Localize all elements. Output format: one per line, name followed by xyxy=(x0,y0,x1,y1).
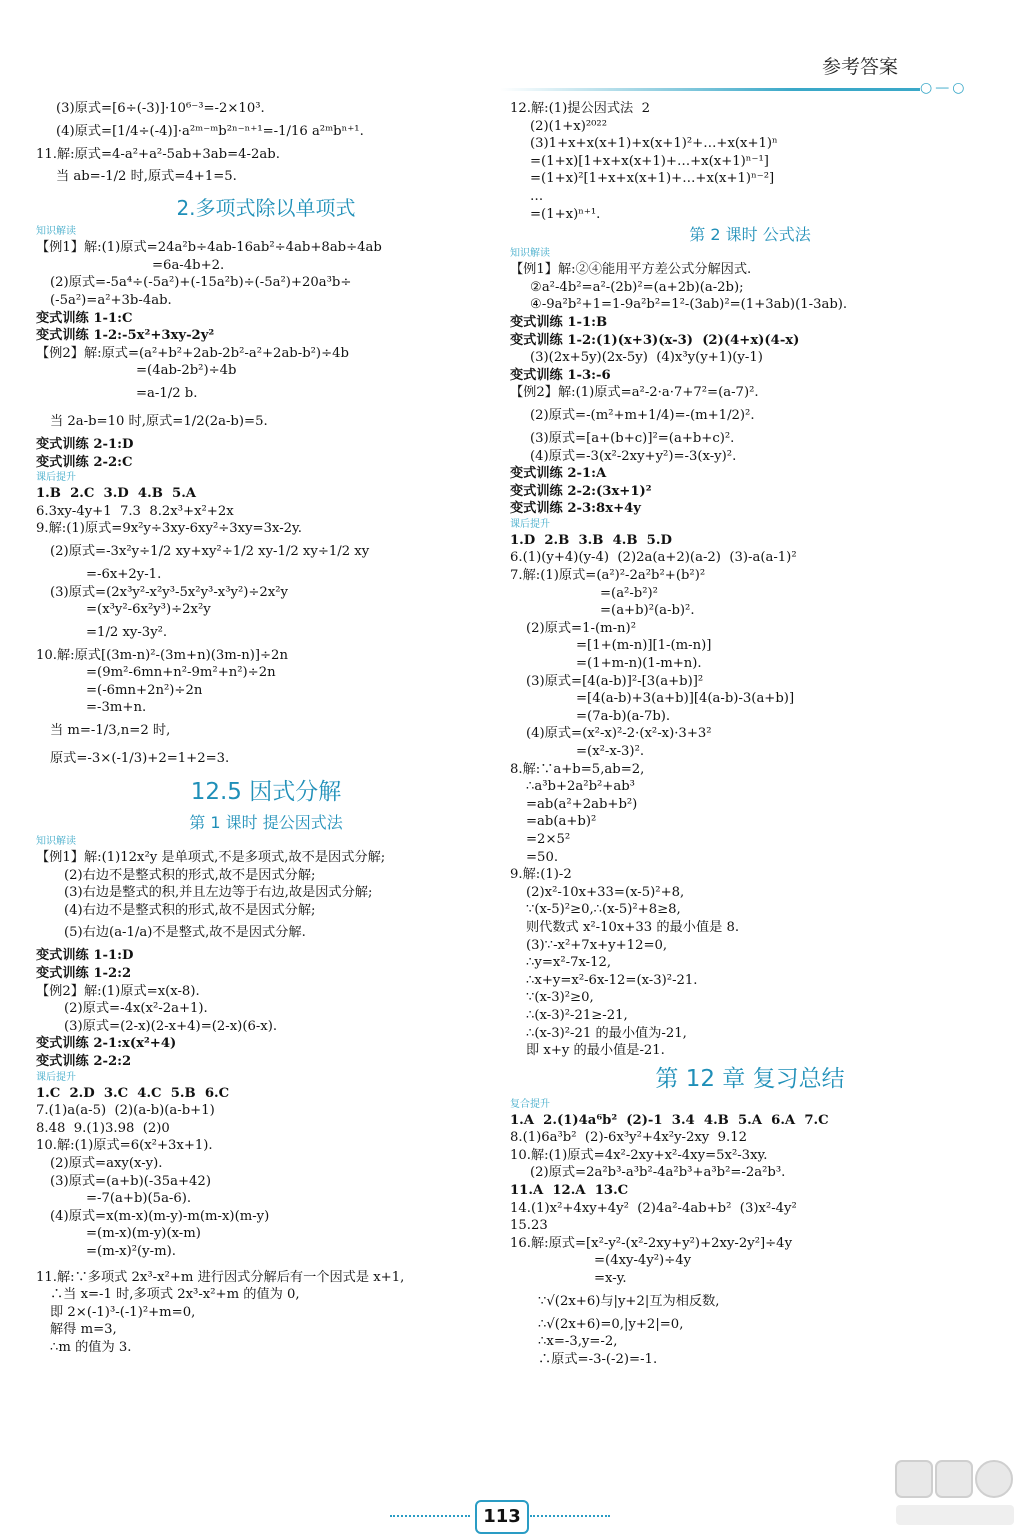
answer-line: 11.解:原式=4-a²+a²-5ab+3ab=4-2ab. xyxy=(36,146,280,162)
answer-line: =x-y. xyxy=(594,1271,627,1287)
answer-line: =(1+x)[1+x+x(x+1)+…+x(x+1)ⁿ⁻¹] xyxy=(530,153,769,169)
answer-line: 解得 m=3, xyxy=(50,1322,117,1338)
answer-line: ∵√(2x+6)与|y+2|互为相反数, xyxy=(538,1293,720,1309)
answer-line: =(a²-b²)² xyxy=(600,585,658,601)
answer-line: 变式训练 2-2:2 xyxy=(36,1054,132,1069)
header-ornament: ○—○ xyxy=(920,80,968,96)
left-column xyxy=(36,100,496,1357)
answer-line: (2)原式=2a²b³-a³b²-4a²b³+a³b²=-2a²b³. xyxy=(530,1165,786,1181)
section-tag: 知识解读 xyxy=(510,248,550,260)
answer-line: 变式训练 1-3:-6 xyxy=(510,367,611,383)
answer-line: (2)原式=-(m²+m+1/4)=-(m+1/2)². xyxy=(530,407,755,423)
answer-line: =a-1/2 b. xyxy=(136,385,198,401)
answer-line: 8.48 9.(1)3.98 (2)0 xyxy=(36,1120,170,1136)
answer-line: (2)原式=-5a⁴÷(-5a²)+(-15a²b)÷(-5a²)+20a³b÷ xyxy=(50,275,352,291)
answer-line: =(x³y²-6x²y³)÷2x²y xyxy=(86,602,211,618)
answer-line: ∴x=-3,y=-2, xyxy=(538,1334,618,1350)
answer-line: ∴(x-3)²-21 的最小值为-21, xyxy=(526,1025,687,1041)
lesson-title: 第 1 课时 提公因式法 xyxy=(189,813,343,833)
answer-line: ∴m 的值为 3. xyxy=(50,1339,132,1355)
answer-line: =(m-x)(m-y)(x-m) xyxy=(86,1226,201,1242)
answer-line: =(a+b)²(a-b)². xyxy=(600,603,695,619)
answer-line: =-7(a+b)(5a-6). xyxy=(86,1191,192,1207)
answer-line: 12.解:(1)提公因式法 2 xyxy=(510,101,650,116)
answer-line: =[1+(m-n)][1-(m-n)] xyxy=(576,638,712,654)
answer-line: (3)原式=(2-x)(2-x+4)=(2-x)(6-x). xyxy=(64,1018,278,1034)
header-divider xyxy=(500,88,920,91)
answer-line: 变式训练 2-1:A xyxy=(510,466,607,482)
answer-line: 8.解:∵a+b=5,ab=2, xyxy=(510,761,645,777)
answer-line: ∴原式=-3-(-2)=-1. xyxy=(538,1351,658,1367)
answer-line: =ab(a²+2ab+b²) xyxy=(526,796,638,812)
answer-line: ∴√(2x+6)=0,|y+2|=0, xyxy=(538,1316,684,1332)
answer-line: ∴当 x=-1 时,多项式 2x³-x²+m 的值为 0, xyxy=(50,1287,300,1303)
answer-line: 变式训练 2-3:8x+4y xyxy=(510,501,641,517)
answer-line: (3)原式=(2x³y²-x²y³-5x²y³-x³y²)÷2x²y xyxy=(50,584,288,600)
answer-line: 【例1】解:(1)原式=24a²b÷4ab-16ab²÷4ab+8ab÷4ab xyxy=(36,240,382,256)
answer-line: 1.A 2.(1)4a⁶b² (2)-1 3.4 4.B 5.A 6.A 7.C xyxy=(510,1112,829,1128)
answer-line: =50. xyxy=(526,849,559,865)
chapter-title: 12.5 因式分解 xyxy=(190,779,342,806)
answer-line: ∵(x-5)²≥0,∴(x-5)²+8≥8, xyxy=(526,902,681,918)
answer-line: (2)x²-10x+33=(x-5)²+8, xyxy=(526,884,685,900)
answer-line: 1.C 2.D 3.C 4.C 5.B 6.C xyxy=(36,1085,230,1101)
answer-line: 6.3xy-4y+1 7.3 8.2x³+x²+2x xyxy=(36,503,234,519)
answer-line: (3)右边是整式的积,并且左边等于右边,故是因式分解; xyxy=(64,885,373,901)
answer-line: (4)原式=x(m-x)(m-y)-m(m-x)(m-y) xyxy=(50,1208,270,1224)
answer-line: ∵(x-3)²≥0, xyxy=(526,990,594,1006)
answer-line: 10.解:(1)原式=6(x²+3x+1). xyxy=(36,1138,213,1154)
answer-line: 变式训练 2-2:(3x+1)² xyxy=(510,483,652,499)
answer-line: =1/2 xy-3y². xyxy=(86,624,168,640)
answer-line: =(4xy-4y²)÷4y xyxy=(594,1253,692,1269)
answer-line: (2)(1+x)²⁰²² xyxy=(530,118,607,134)
answer-line: 变式训练 1-1:D xyxy=(36,948,134,964)
answer-line: (4)原式=[1/4÷(-4)]·a²ᵐ⁻ᵐb²ⁿ⁻ⁿ⁺¹=-1/16 a²ᵐbⁿ⁺¹. xyxy=(56,123,364,139)
answer-line: ∴(x-3)²-21≥-21, xyxy=(526,1007,628,1023)
answer-line: =[4(a-b)+3(a+b)][4(a-b)-3(a+b)] xyxy=(576,691,795,707)
answer-line: (2)原式=-3x²y÷1/2 xy+xy²÷1/2 xy-1/2 xy÷1/2 xy xyxy=(50,543,370,559)
answer-line: 11.A 12.A 13.C xyxy=(510,1183,629,1199)
section-tag: 课后提升 xyxy=(36,472,76,484)
answer-line: 14.(1)x²+4xy+4y² (2)4a²-4ab+b² (3)x²-4y² xyxy=(510,1200,797,1216)
page-number: 113 xyxy=(475,1500,529,1534)
answer-line: (4)原式=(x²-x)²-2·(x²-x)·3+3² xyxy=(526,726,712,742)
answer-line: (2)原式=-4x(x²-2a+1). xyxy=(64,1001,208,1017)
answer-line: 即 x+y 的最小值是-21. xyxy=(526,1043,665,1059)
answer-line: 11.解:∵多项式 2x³-x²+m 进行因式分解后有一个因式是 x+1, xyxy=(36,1269,405,1285)
answer-line: 6.(1)(y+4)(y-4) (2)2a(a+2)(a-2) (3)-a(a-1)² xyxy=(510,550,797,566)
answer-line: 原式=-3×(-1/3)+2=1+2=3. xyxy=(50,751,230,767)
answer-line: 【例2】解:(1)原式=x(x-8). xyxy=(36,983,200,999)
answer-line: 10.解:原式[(3m-n)²-(3m+n)(3m-n)]÷2n xyxy=(36,647,288,663)
section-tag: 复合提升 xyxy=(510,1098,550,1110)
answer-line: ∴x+y=x²-6x-12=(x-3)²-21. xyxy=(526,972,698,988)
answer-line: ④-9a²b²+1=1-9a²b²=1²-(3ab)²=(1+3ab)(1-3ab). xyxy=(530,297,848,313)
answer-line: =(9m²-6mn+n²-9m²+n²)÷2n xyxy=(86,665,276,681)
answer-line: 变式训练 1-1:C xyxy=(36,310,133,326)
answer-line: 【例2】解:(1)原式=a²-2·a·7+7²=(a-7)². xyxy=(510,385,759,401)
answer-line: =(x²-x-3)². xyxy=(576,744,645,759)
answer-line: =-3m+n. xyxy=(86,700,147,716)
answer-line: (5)右边(a-1/a)不是整式,故不是因式分解. xyxy=(64,925,306,941)
answer-line: 变式训练 1-2:-5x²+3xy-2y² xyxy=(36,328,215,344)
header-title: 参考答案 xyxy=(821,56,898,78)
answer-line: 7.解:(1)原式=(a²)²-2a²b²+(b²)² xyxy=(510,568,706,584)
answer-line: =2×5² xyxy=(526,831,571,847)
answer-line: 变式训练 1-2:2 xyxy=(36,966,132,982)
answer-line: (3)原式=[6÷(-3)]·10⁶⁻³=-2×10³. xyxy=(56,101,265,116)
footer-dotted-line-right xyxy=(530,1515,610,1517)
answer-line: 变式训练 2-2:C xyxy=(36,454,133,470)
answer-line: (2)右边不是整式积的形式,故不是因式分解; xyxy=(64,867,316,883)
answer-line: 当 2a-b=10 时,原式=1/2(2a-b)=5. xyxy=(50,413,268,429)
answer-line: 7.(1)a(a-5) (2)(a-b)(a-b+1) xyxy=(36,1103,215,1119)
answer-line: 【例1】解:②④能用平方差公式分解因式. xyxy=(510,262,752,278)
answer-line: =(4ab-2b²)÷4b xyxy=(136,363,237,379)
answer-line: 当 m=-1/3,n=2 时, xyxy=(50,723,171,739)
answer-line: … xyxy=(530,188,544,204)
answer-line: =ab(a+b)² xyxy=(526,814,597,830)
answer-line: 则代数式 x²-10x+33 的最小值是 8. xyxy=(526,919,740,935)
answer-line: =6a-4b+2. xyxy=(152,257,225,273)
answer-line: 10.解:(1)原式=4x²-2xy+x²-4xy=5x²-3xy. xyxy=(510,1147,768,1163)
answer-line: (2)原式=axy(x-y). xyxy=(50,1155,163,1171)
answer-line: =(7a-b)(a-7b). xyxy=(576,708,671,724)
answer-line: 当 ab=-1/2 时,原式=4+1=5. xyxy=(56,169,237,185)
answer-line: 变式训练 1-1:B xyxy=(510,314,608,330)
answer-line: =(m-x)²(y-m). xyxy=(86,1243,176,1259)
section-tag: 知识解读 xyxy=(36,226,76,238)
answer-line: 15.23 xyxy=(510,1218,548,1234)
answer-line: (4)右边不是整式积的形式,故不是因式分解; xyxy=(64,902,316,918)
answer-line: 变式训练 1-2:(1)(x+3)(x-3) (2)(4+x)(4-x) xyxy=(510,332,800,348)
answer-line: (3)(2x+5y)(2x-5y) (4)x³y(y+1)(y-1) xyxy=(530,350,763,366)
section-tag: 课后提升 xyxy=(510,518,550,530)
answer-line: =(1+x)ⁿ⁺¹. xyxy=(530,206,601,222)
answer-line: (3)1+x+x(x+1)+x(x+1)²+…+x(x+1)ⁿ xyxy=(530,136,778,152)
section-tag: 知识解读 xyxy=(36,836,76,848)
section-title: 2.多项式除以单项式 xyxy=(176,196,356,221)
answer-line: (2)原式=1-(m-n)² xyxy=(526,620,636,636)
answer-line: 8.(1)6a³b² (2)-6x³y²+4x²y-2xy 9.12 xyxy=(510,1130,747,1146)
answer-line: (3)原式=[a+(b+c)]²=(a+b+c)². xyxy=(530,430,735,446)
answer-line: (-5a²)=a²+3b-4ab. xyxy=(50,292,172,308)
footer-dotted-line-left xyxy=(390,1515,470,1517)
answer-line: 9.解:(1)原式=9x²y÷3xy-6xy²÷3xy=3x-2y. xyxy=(36,521,302,537)
answer-line: 变式训练 2-1:D xyxy=(36,436,134,452)
answer-line: 1.D 2.B 3.B 4.B 5.D xyxy=(510,532,672,548)
answer-line: (3)原式=(a+b)(-35a+42) xyxy=(50,1173,211,1189)
answer-line: 变式训练 2-1:x(x²+4) xyxy=(36,1036,177,1052)
section-tag: 课后提升 xyxy=(36,1071,76,1083)
answer-line: 【例2】解:原式=(a²+b²+2ab-2b²-a²+2ab-b²)÷4b xyxy=(36,345,349,361)
answer-line: =(1+m-n)(1-m+n). xyxy=(576,656,702,672)
right-column xyxy=(510,100,990,1368)
answer-line: (4)原式=-3(x²-2xy+y²)=-3(x-y)². xyxy=(530,448,737,464)
watermark-logo-icon xyxy=(890,1455,1020,1530)
answer-line: 9.解:(1)-2 xyxy=(510,867,572,883)
answer-line: =(1+x)²[1+x+x(x+1)+…+x(x+1)ⁿ⁻²] xyxy=(530,171,775,187)
answer-line: 【例1】解:(1)12x²y 是单项式,不是多项式,故不是因式分解; xyxy=(36,850,386,866)
lesson-title: 第 2 课时 公式法 xyxy=(689,225,811,245)
answer-line: ②a²-4b²=a²-(2b)²=(a+2b)(a-2b); xyxy=(530,279,744,295)
answer-line: 16.解:原式=[x²-y²-(x²-2xy+y²)+2xy-2y²]÷4y xyxy=(510,1235,793,1251)
chapter-title: 第 12 章 复习总结 xyxy=(655,1065,845,1092)
answer-line: (3)原式=[4(a-b)]²-[3(a+b)]² xyxy=(526,673,704,689)
answer-line: =-6x+2y-1. xyxy=(86,566,162,582)
answer-line: ∴y=x²-7x-12, xyxy=(526,955,612,971)
answer-line: ∴a³b+2a²b²+ab³ xyxy=(526,779,635,795)
answer-line: 即 2×(-1)³-(-1)²+m=0, xyxy=(50,1304,196,1320)
answer-line: (3)∵-x²+7x+y+12=0, xyxy=(526,937,668,953)
answer-line: 1.B 2.C 3.D 4.B 5.A xyxy=(36,486,197,502)
answer-line: =(-6mn+2n²)÷2n xyxy=(86,682,203,698)
